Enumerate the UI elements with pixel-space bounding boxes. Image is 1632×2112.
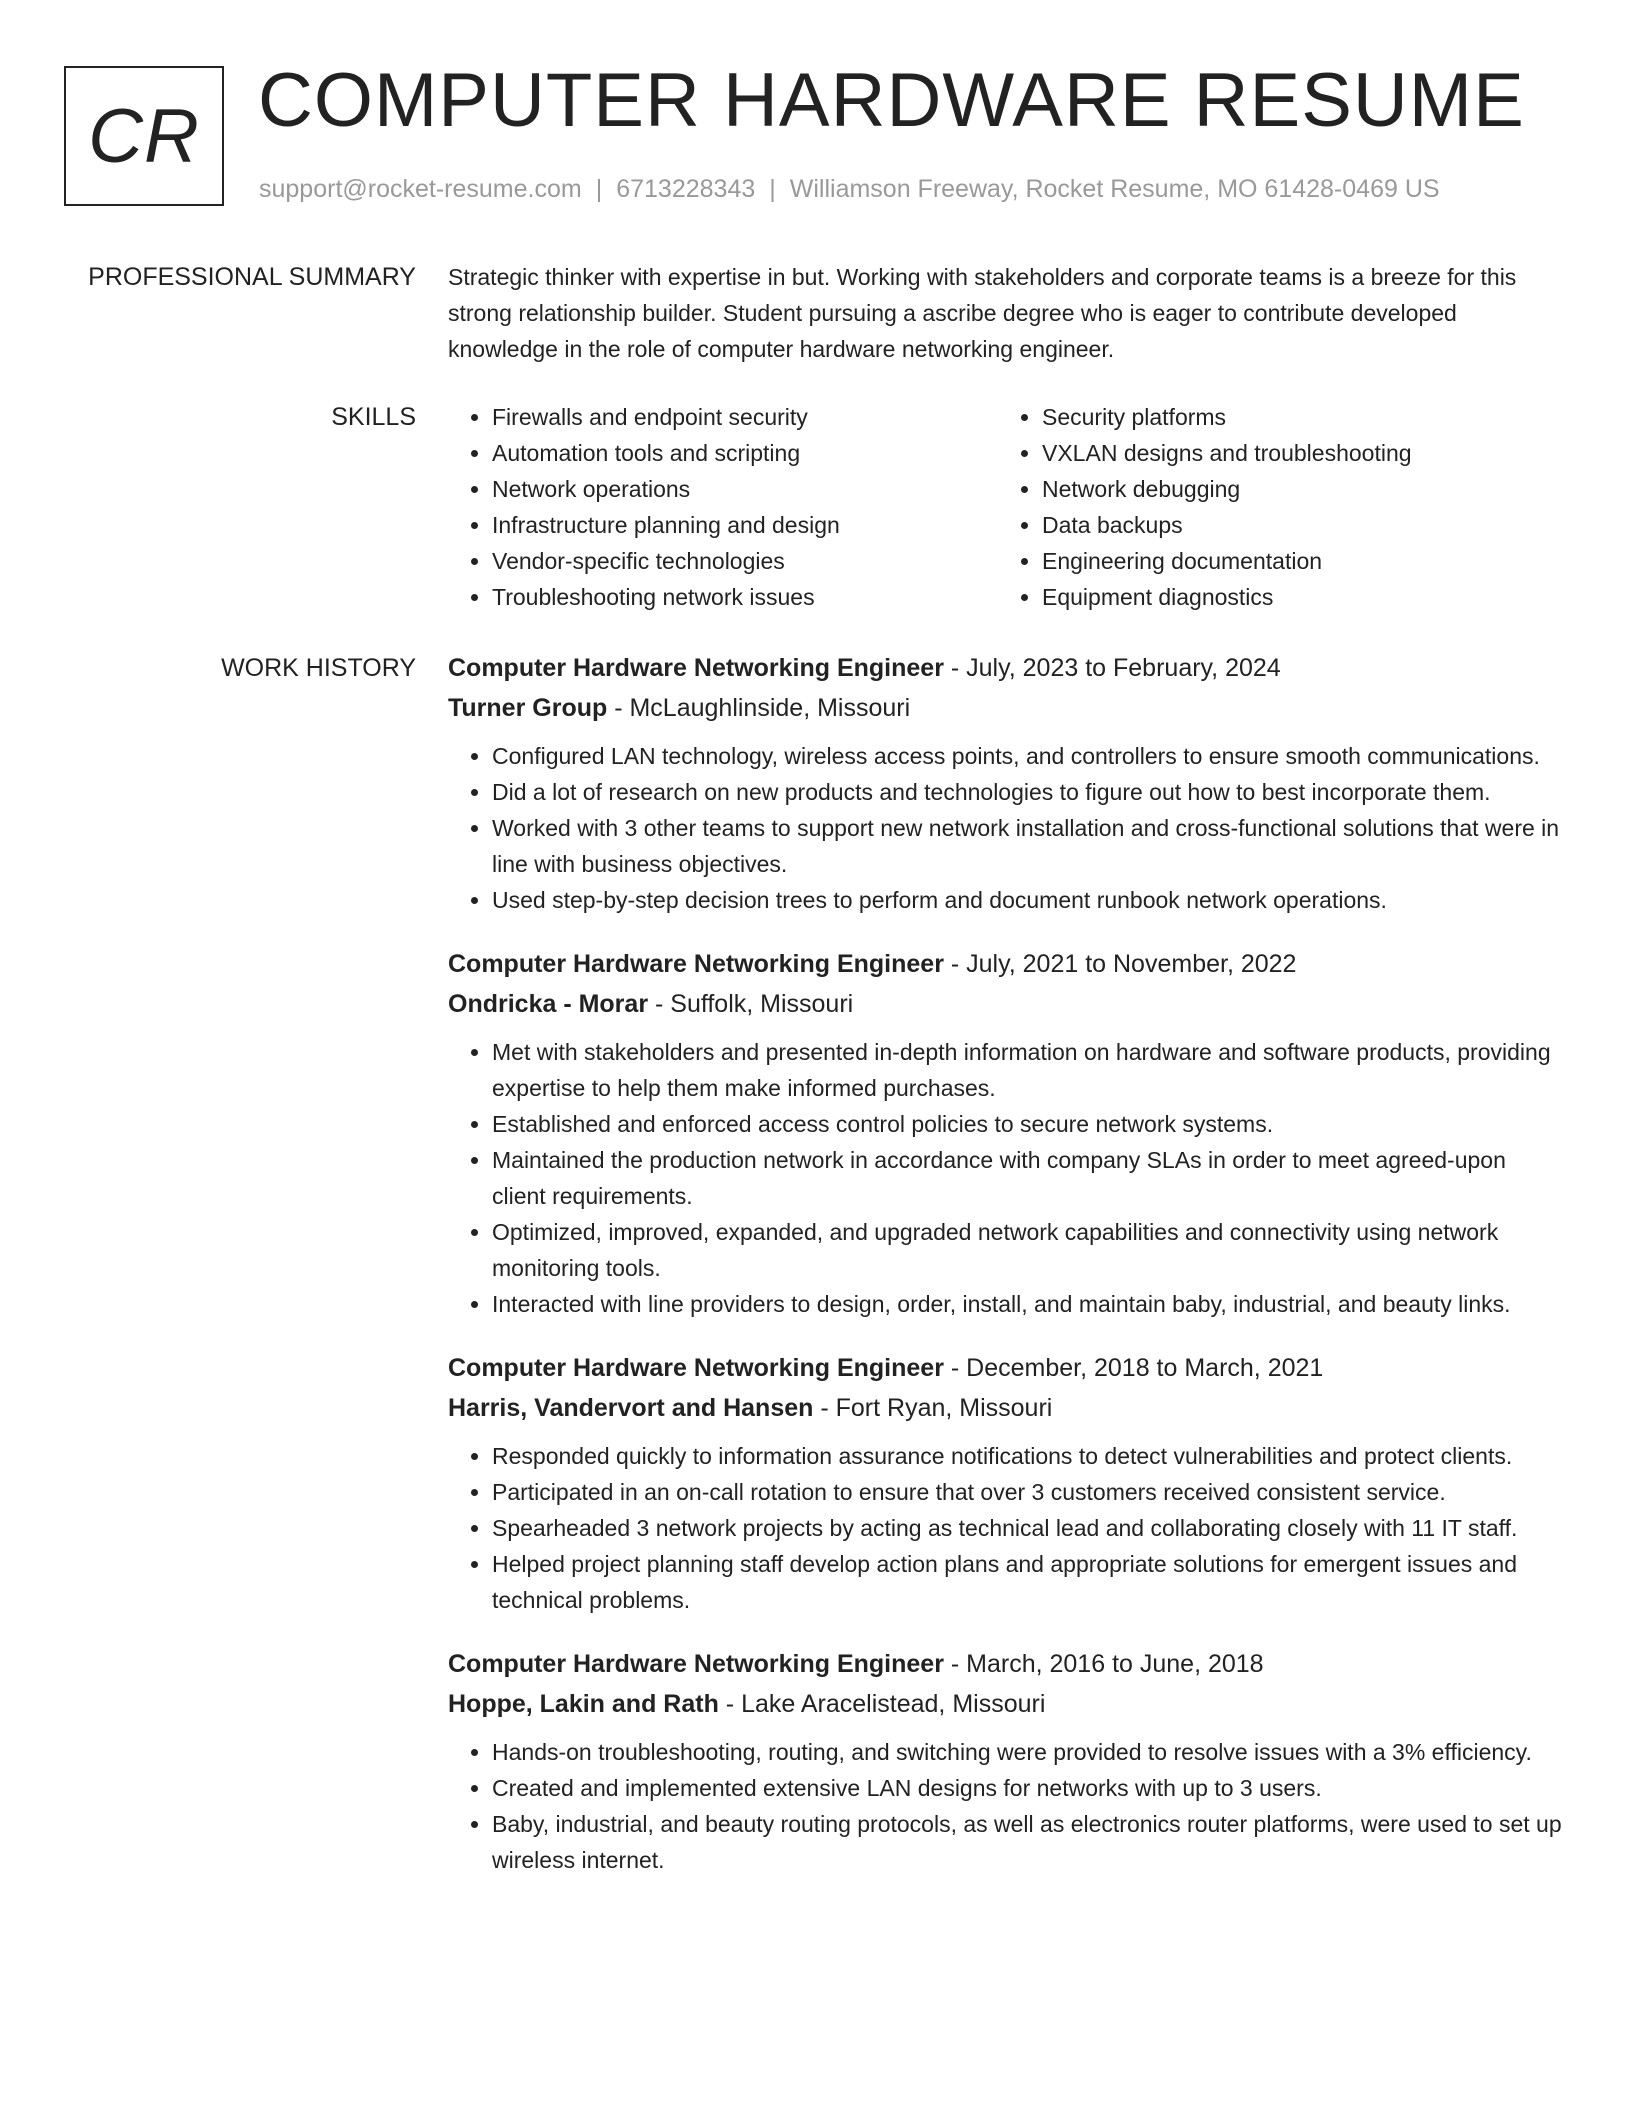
summary-body: [448, 259, 1564, 367]
job-title-line: [448, 648, 1564, 688]
job-entry: [448, 1644, 1564, 1878]
job-location: - Suffolk, Missouri: [648, 990, 854, 1018]
contact-email[interactable]: support@rocket-resume.com: [259, 175, 582, 203]
job-location: - Lake Aracelistead, Missouri: [718, 1690, 1046, 1718]
job-company: Hoppe, Lakin and Rath: [448, 1690, 719, 1718]
job-title: Computer Hardware Networking Engineer: [448, 950, 944, 978]
job-bullet: • Configured LAN technology, wireless access points, and controllers to ensure smooth communications.: [492, 738, 1564, 774]
skill-item: • Troubleshooting network issues: [492, 579, 998, 615]
job-dates: - December, 2018 to March, 2021: [943, 1354, 1324, 1382]
job-bullet: • Helped project planning staff develop action plans and appropriate solutions for emergent issues and technical problems.: [492, 1546, 1564, 1618]
skill-item: • Vendor-specific technologies: [492, 543, 998, 579]
contact-address: Williamson Freeway, Rocket Resume, MO 61428-0469 US: [789, 175, 1440, 203]
skill-item: • Firewalls and endpoint security: [492, 399, 998, 435]
job-title-line: [448, 944, 1564, 984]
job-bullet: • Baby, industrial, and beauty routing protocols, as well as electronics router platforms, were used to set up wireless internet.: [492, 1806, 1564, 1878]
skill-item: • Engineering documentation: [1042, 543, 1548, 579]
job-bullet: • Hands-on troubleshooting, routing, and switching were provided to resolve issues with a 3% efficiency.: [492, 1734, 1564, 1770]
job-dates: - July, 2021 to November, 2022: [943, 950, 1297, 978]
job-company-line: [448, 1388, 1564, 1428]
contact-phone[interactable]: 6713228343: [616, 175, 756, 203]
job-bullet: • Established and enforced access control policies to secure network systems.: [492, 1106, 1564, 1142]
skills-body: [448, 399, 1564, 615]
job-dates: - March, 2016 to June, 2018: [943, 1650, 1264, 1678]
summary-text: Strategic thinker with expertise in but. Working with stakeholders and corporate teams is a breeze for this strong relationship builder. Student pursuing a ascribe degree who is eager to contribute developed knowledge in the role of computer hardware networking engineer.: [448, 264, 1517, 362]
job-bullet: • Participated in an on-call rotation to ensure that over 3 customers received consistent service.: [492, 1474, 1564, 1510]
job-title: Computer Hardware Networking Engineer: [448, 654, 944, 682]
job-bullets: [448, 1034, 1564, 1322]
job-title: Computer Hardware Networking Engineer: [448, 1650, 944, 1678]
job-bullet: • Optimized, improved, expanded, and upgraded network capabilities and connectivity using network monitoring tools.: [492, 1214, 1564, 1286]
contact-line: [259, 175, 1440, 204]
skill-item: • Infrastructure planning and design: [492, 507, 998, 543]
contact-separator: |: [769, 175, 776, 203]
job-bullet: • Used step-by-step decision trees to perform and document runbook network operations.: [492, 882, 1564, 918]
job-company-line: [448, 1684, 1564, 1724]
summary-heading: PROFESSIONAL SUMMARY: [88, 263, 416, 291]
job-bullets: [448, 738, 1564, 918]
work-history-heading: WORK HISTORY: [221, 654, 416, 682]
skill-item: • Equipment diagnostics: [1042, 579, 1548, 615]
skill-item: • VXLAN designs and troubleshooting: [1042, 435, 1548, 471]
job-company-line: [448, 688, 1564, 728]
resume-title: COMPUTER HARDWARE RESUME: [258, 58, 1525, 143]
job-entry: [448, 944, 1564, 1322]
job-location: - Fort Ryan, Missouri: [813, 1394, 1053, 1422]
work-history-body: [448, 648, 1564, 1904]
job-bullet: • Maintained the production network in accordance with company SLAs in order to meet agreed-upon client requirements.: [492, 1142, 1564, 1214]
job-dates: - July, 2023 to February, 2024: [943, 654, 1281, 682]
job-bullets: [448, 1734, 1564, 1878]
skill-item: • Data backups: [1042, 507, 1548, 543]
job-bullet: • Created and implemented extensive LAN designs for networks with up to 3 users.: [492, 1770, 1564, 1806]
job-title-line: [448, 1348, 1564, 1388]
skill-item: • Automation tools and scripting: [492, 435, 998, 471]
skill-item: • Security platforms: [1042, 399, 1548, 435]
job-entry: [448, 648, 1564, 918]
contact-separator: |: [595, 175, 603, 203]
job-entry: [448, 1348, 1564, 1618]
job-company-line: [448, 984, 1564, 1024]
monogram-logo: CR: [64, 66, 224, 206]
job-bullets: [448, 1438, 1564, 1618]
job-bullet: • Interacted with line providers to design, order, install, and maintain baby, industrial, and beauty links.: [492, 1286, 1564, 1322]
skills-heading: SKILLS: [331, 403, 416, 431]
job-company: Ondricka - Morar: [448, 990, 649, 1018]
skill-item: • Network debugging: [1042, 471, 1548, 507]
job-title: Computer Hardware Networking Engineer: [448, 1354, 944, 1382]
job-company: Turner Group: [448, 694, 608, 722]
skill-item: • Network operations: [492, 471, 998, 507]
job-bullet: • Responded quickly to information assurance notifications to detect vulnerabilities and protect clients.: [492, 1438, 1564, 1474]
job-bullet: • Worked with 3 other teams to support new network installation and cross-functional solutions that were in line with business objectives.: [492, 810, 1564, 882]
job-title-line: [448, 1644, 1564, 1684]
job-bullet: • Met with stakeholders and presented in-depth information on hardware and software products, providing expertise to help them make informed purchases.: [492, 1034, 1564, 1106]
job-bullet: • Spearheaded 3 network projects by acting as technical lead and collaborating closely with 11 IT staff.: [492, 1510, 1564, 1546]
job-location: - McLaughlinside, Missouri: [607, 694, 911, 722]
job-bullet: • Did a lot of research on new products and technologies to figure out how to best incorporate them.: [492, 774, 1564, 810]
skills-list-left: [448, 399, 998, 615]
skills-list-right: [998, 399, 1548, 615]
job-company: Harris, Vandervort and Hansen: [448, 1394, 814, 1422]
